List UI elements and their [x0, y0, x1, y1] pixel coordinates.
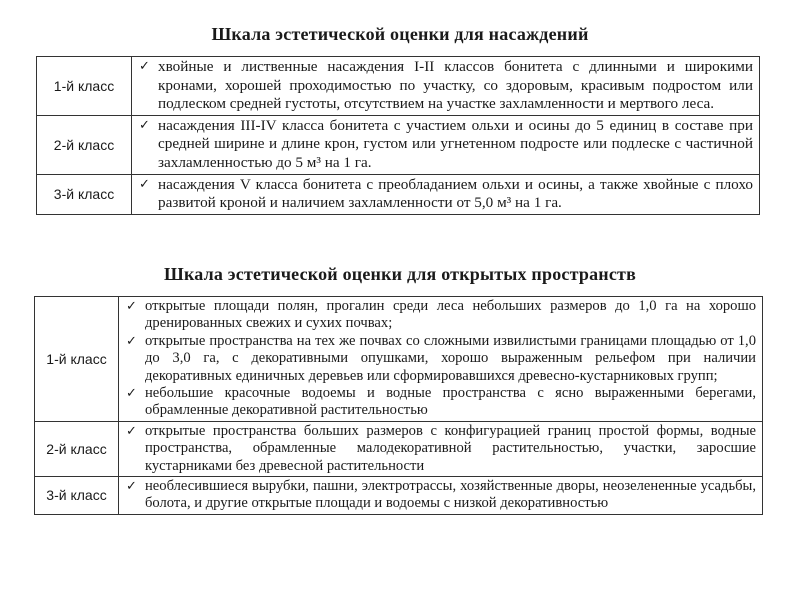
table-row — [37, 57, 760, 116]
class-label: 1-й класс — [35, 297, 119, 422]
list-item: ✓ открытые пространства больших размеров с конфигурацией границ простой формы, водные пространства, обрамленные малодекоративной растительностью, участки, заросшие кустарниками без древесной растительности — [126, 422, 756, 474]
list-item: ✓ необлесившиеся вырубки, пашни, электротрассы, хозяйственные дворы, неозелененные усадьбы, болота, и другие открытые площади и водоемы с низкой декоративностью — [126, 478, 756, 512]
open-spaces-scale-title: Шкала эстетической оценки для открытых пространств — [163, 264, 636, 284]
checkmark-icon: ✓ — [126, 299, 137, 314]
class-description — [132, 57, 760, 116]
plantings-scale-table — [36, 56, 760, 215]
class-label: 2-й класс — [37, 115, 132, 174]
list-item: ✓ хвойные и лиственные насаждения I-II классов бонитета с длинными и широкими кронами, хорошей проходимостью по участку, со здоровым, красивым подростом или подлеском средней густоты, отсутствием на участке захламленности и мертвого леса. — [139, 58, 753, 113]
list-item: ✓ открытые пространства на тех же почвах со сложными извилистыми границами площадью от 1,0 до 3,0 га, с декоративными опушками, хорошо выраженным рельефом при наличии декоративных единичных деревьев или сформировавшихся древесно-кустарниковых групп; — [126, 332, 756, 384]
checkmark-icon: ✓ — [126, 333, 137, 349]
checkmark-icon: ✓ — [126, 479, 137, 495]
checkmark-icon: ✓ — [139, 59, 150, 74]
checkmark-icon: ✓ — [139, 176, 150, 192]
table-row — [35, 477, 763, 515]
plantings-scale-title: Шкала эстетической оценки для насаждений — [211, 24, 589, 44]
list-item: ✓ насаждения III-IV класса бонитета с участием ольхи и осины до 5 единиц в составе при средней ширине и длине крон, густом или угнетенном подросте или подлеске с частичной захламленностью до 5 м³ на 1 га. — [139, 116, 753, 171]
open-spaces-scale-table — [34, 296, 763, 515]
class-description — [119, 477, 763, 515]
class-label: 3-й класс — [37, 174, 132, 214]
class-description — [119, 297, 763, 422]
class-label: 2-й класс — [35, 421, 119, 476]
table-row — [35, 421, 763, 476]
class-description — [119, 421, 763, 476]
list-item: ✓ небольшие красочные водоемы и водные пространства с ясно выраженными берегами, обрамленные декоративной растительностью — [126, 385, 756, 419]
checkmark-icon: ✓ — [126, 423, 137, 439]
class-description — [132, 115, 760, 174]
list-item: ✓ открытые площади полян, прогалин среди леса небольших размеров до 1,0 га на хорошо дренированных свежих и сухих почвах; — [126, 298, 756, 332]
table-row — [37, 174, 760, 214]
checkmark-icon: ✓ — [126, 386, 137, 402]
class-label: 3-й класс — [35, 477, 119, 515]
table-row — [35, 297, 763, 422]
table-row — [37, 115, 760, 174]
class-label: 1-й класс — [37, 57, 132, 116]
list-item: ✓ насаждения V класса бонитета с преобладанием ольхи и осины, а также хвойные с плохо развитой кроной и наличием захламленности от 5,0 м³ на 1 га. — [139, 175, 753, 212]
class-description — [132, 174, 760, 214]
checkmark-icon: ✓ — [139, 117, 150, 133]
